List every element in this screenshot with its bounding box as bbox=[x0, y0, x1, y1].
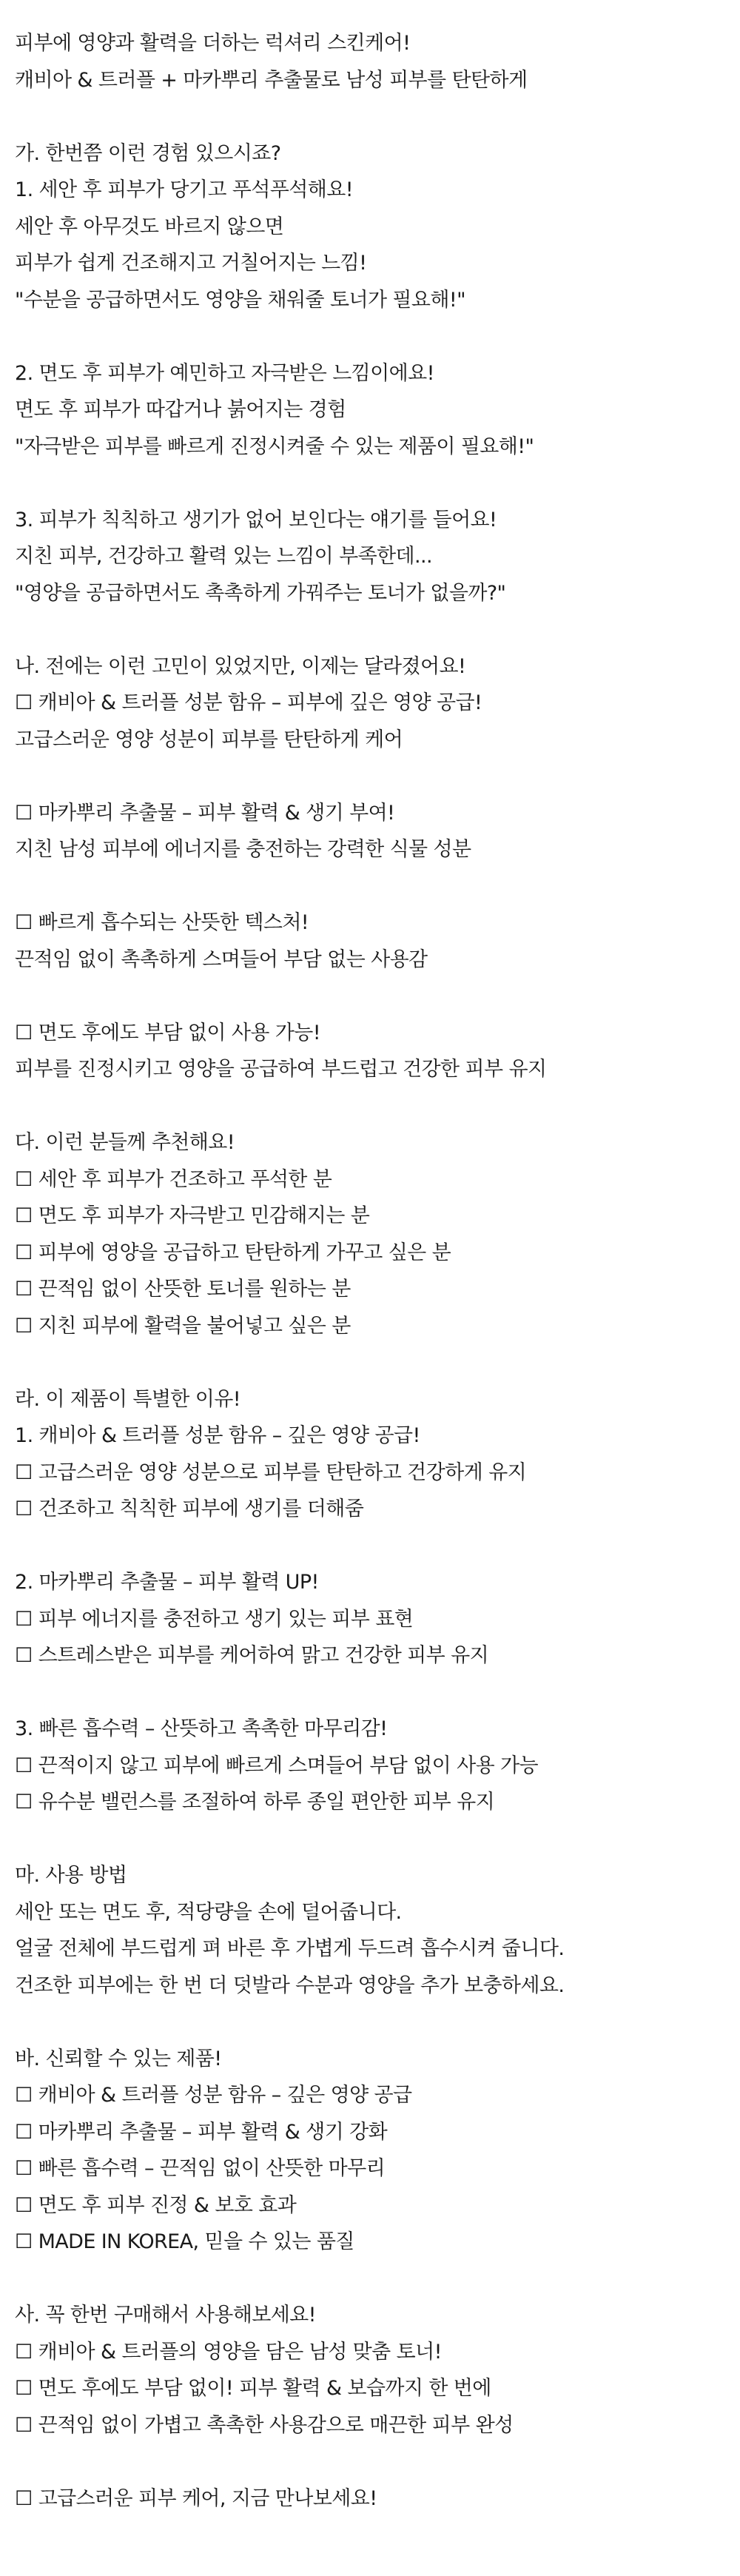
text-line: ☐ 빠른 흡수력 – 끈적임 없이 산뜻한 마무리 bbox=[15, 2157, 386, 2180]
text-line: ☐ 고급스러운 피부 케어, 지금 만나보세요! bbox=[15, 2486, 377, 2510]
text-line: 2. 마카뿌리 추출물 – 피부 활력 UP! bbox=[15, 1571, 319, 1594]
text-line: ☐ 캐비아 & 트러플 성분 함유 – 피부에 깊은 영양 공급! bbox=[15, 691, 482, 714]
text-line: ☐ 마카뿌리 추출물 – 피부 활력 & 생기 강화 bbox=[15, 2120, 388, 2144]
text-line: 얼굴 전체에 부드럽게 펴 바른 후 가볍게 두드려 흡수시켜 줍니다. bbox=[15, 1937, 565, 1960]
text-line: ☐ 건조하고 칙칙한 피부에 생기를 더해줌 bbox=[15, 1497, 364, 1520]
text-line: 지친 피부, 건강하고 활력 있는 느낌이 부족한데... bbox=[15, 545, 432, 568]
text-line: 나. 전에는 이런 고민이 있었지만, 이제는 달라졌어요! bbox=[15, 654, 466, 678]
blank-line bbox=[15, 2004, 725, 2041]
text-line: 피부가 쉽게 건조해지고 거칠어지는 느낌! bbox=[15, 252, 367, 275]
blank-line bbox=[15, 98, 725, 135]
blank-line bbox=[15, 611, 725, 648]
text-line: ☐ 피부 에너지를 충전하고 생기 있는 피부 표현 bbox=[15, 1607, 414, 1631]
text-line: ☐ 끈적임 없이 산뜻한 토너를 원하는 분 bbox=[15, 1278, 351, 1301]
text-line: 가. 한번쯤 이런 경험 있으시죠? bbox=[15, 141, 281, 165]
text-line: 면도 후 피부가 따갑거나 붉어지는 경험 bbox=[15, 398, 346, 421]
text-line: ☐ 끈적이지 않고 피부에 빠르게 스며들어 부담 없이 사용 가능 bbox=[15, 1754, 539, 1777]
text-line: ☐ 끈적임 없이 가볍고 촉촉한 사용감으로 매끈한 피부 완성 bbox=[15, 2413, 514, 2437]
text-line: 피부에 영양과 활력을 더하는 럭셔리 스킨케어! bbox=[15, 32, 411, 55]
text-line: "자극받은 피부를 빠르게 진정시켜줄 수 있는 제품이 필요해!" bbox=[15, 435, 534, 458]
text-line: 3. 피부가 칙칙하고 생기가 없어 보인다는 얘기를 들어요! bbox=[15, 508, 497, 531]
text-line: 피부를 진정시키고 영양을 공급하여 부드럽고 건강한 피부 유지 bbox=[15, 1058, 547, 1081]
blank-line bbox=[15, 758, 725, 795]
text-line: 라. 이 제품이 특별한 이유! bbox=[15, 1387, 240, 1411]
text-line: ☐ 면도 후 피부가 자극받고 민감해지는 분 bbox=[15, 1204, 370, 1227]
text-line: 바. 신뢰할 수 있는 제품! bbox=[15, 2047, 222, 2070]
text-line: ☐ 캐비아 & 트러플의 영양을 담은 남성 맞춤 토너! bbox=[15, 2340, 442, 2364]
blank-line bbox=[15, 1821, 725, 1858]
blank-line bbox=[15, 1528, 725, 1565]
text-line: "영양을 공급하면서도 촉촉하게 가꿔주는 토너가 없을까?" bbox=[15, 581, 506, 605]
blank-line bbox=[15, 465, 725, 502]
text-line: 1. 캐비아 & 트러플 성분 함유 – 깊은 영양 공급! bbox=[15, 1424, 420, 1447]
text-line: 2. 면도 후 피부가 예민하고 자극받은 느낌이에요! bbox=[15, 361, 434, 385]
text-line: ☐ 세안 후 피부가 건조하고 푸석한 분 bbox=[15, 1167, 332, 1191]
blank-line bbox=[15, 2443, 725, 2481]
blank-line bbox=[15, 1674, 725, 1711]
text-line: 지친 남성 피부에 에너지를 충전하는 강력한 식물 성분 bbox=[15, 838, 471, 861]
text-line: 세안 후 아무것도 바르지 않으면 bbox=[15, 215, 284, 238]
text-line: 끈적임 없이 촉촉하게 스며들어 부담 없는 사용감 bbox=[15, 947, 428, 971]
text-line: 다. 이런 분들께 추천해요! bbox=[15, 1131, 235, 1154]
text-line: 3. 빠른 흡수력 – 산뜻하고 촉촉한 마무리감! bbox=[15, 1717, 388, 1740]
text-line: 캐비아 & 트러플 + 마카뿌리 추출물로 남성 피부를 탄탄하게 bbox=[15, 68, 528, 92]
text-line: ☐ 마카뿌리 추출물 – 피부 활력 & 생기 부여! bbox=[15, 801, 395, 825]
text-line: ☐ 면도 후에도 부담 없이 사용 가능! bbox=[15, 1021, 320, 1044]
text-line: "수분을 공급하면서도 영양을 채워줄 토너가 필요해!" bbox=[15, 288, 465, 312]
text-line: ☐ 빠르게 흡수되는 산뜻한 텍스처! bbox=[15, 911, 309, 934]
text-line: 마. 사용 방법 bbox=[15, 1864, 127, 1887]
text-line: ☐ 피부에 영양을 공급하고 탄탄하게 가꾸고 싶은 분 bbox=[15, 1241, 451, 1264]
blank-line bbox=[15, 318, 725, 355]
text-line: ☐ 면도 후에도 부담 없이! 피부 활력 & 보습까지 한 번에 bbox=[15, 2377, 491, 2400]
text-line: 건조한 피부에는 한 번 더 덧발라 수분과 영양을 추가 보충하세요. bbox=[15, 1973, 565, 1997]
blank-line bbox=[15, 2261, 725, 2298]
blank-line bbox=[15, 1344, 725, 1381]
text-line: ☐ 고급스러운 영양 성분으로 피부를 탄탄하고 건강하게 유지 bbox=[15, 1460, 527, 1484]
text-line: ☐ 유수분 밸런스를 조절하여 하루 종일 편안한 피부 유지 bbox=[15, 1791, 495, 1814]
text-line: ☐ 스트레스받은 피부를 케어하여 맑고 건강한 피부 유지 bbox=[15, 1644, 489, 1667]
text-line: 고급스러운 영양 성분이 피부를 탄탄하게 케어 bbox=[15, 728, 403, 751]
blank-line bbox=[15, 1088, 725, 1125]
text-line: ☐ 캐비아 & 트러플 성분 함유 – 깊은 영양 공급 bbox=[15, 2084, 412, 2107]
text-line: 사. 꼭 한번 구매해서 사용해보세요! bbox=[15, 2304, 316, 2327]
text-line: ☐ MADE IN KOREA, 믿을 수 있는 품질 bbox=[15, 2230, 354, 2253]
text-line: ☐ 면도 후 피부 진정 & 보호 효과 bbox=[15, 2193, 297, 2217]
text-line: 1. 세안 후 피부가 당기고 푸석푸석해요! bbox=[15, 178, 353, 201]
text-line: ☐ 지친 피부에 활력을 불어넣고 싶은 분 bbox=[15, 1314, 351, 1338]
blank-line bbox=[15, 978, 725, 1015]
text-line: 세안 또는 면도 후, 적당량을 손에 덜어줍니다. bbox=[15, 1900, 402, 1924]
blank-line bbox=[15, 868, 725, 905]
